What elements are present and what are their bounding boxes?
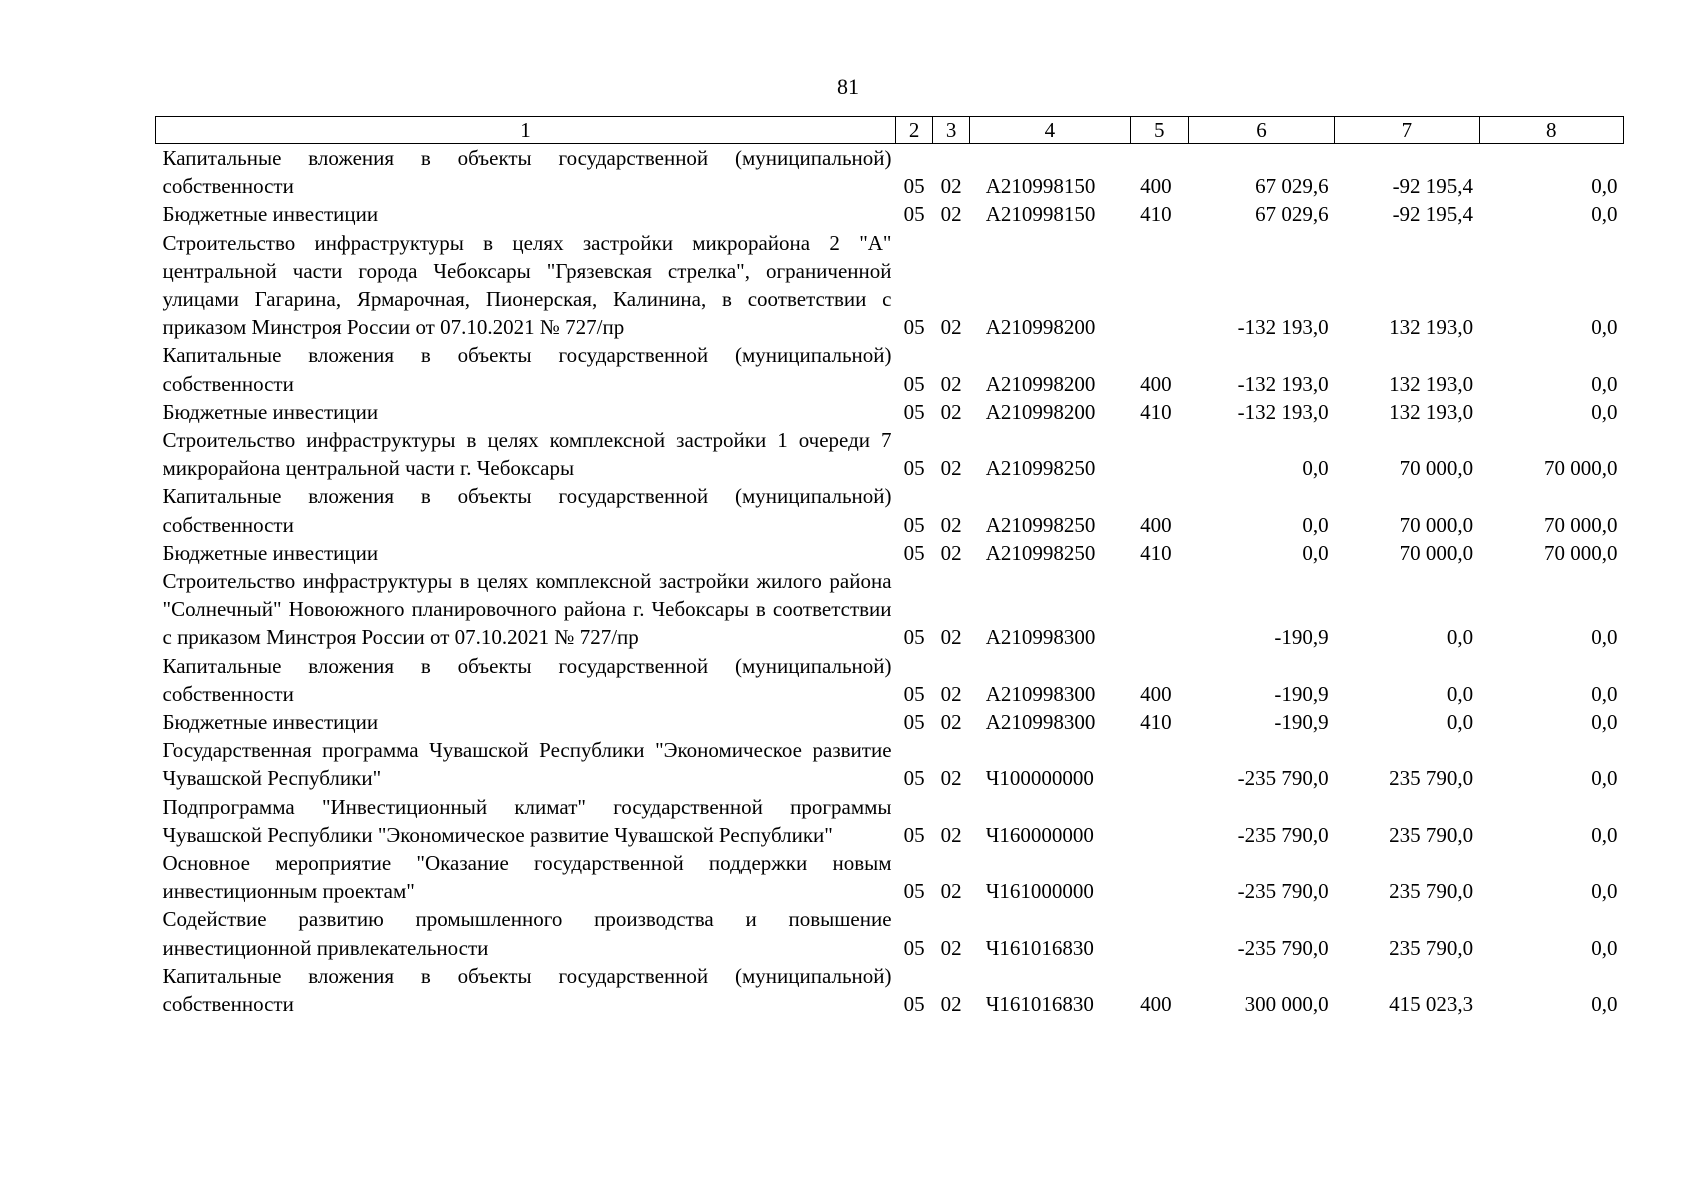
column-header-6: 6 xyxy=(1188,117,1334,144)
row-value-6: -132 193,0 xyxy=(1237,399,1329,424)
row-expense-type: 410 xyxy=(1140,540,1172,565)
table-row xyxy=(156,652,1624,708)
row-value-6: -235 790,0 xyxy=(1237,822,1329,847)
row-section: 05 xyxy=(903,202,925,227)
page-number xyxy=(0,74,1697,100)
table-row xyxy=(156,905,1624,961)
table-row xyxy=(156,567,1624,652)
row-section: 05 xyxy=(903,371,925,396)
row-value-6: -190,9 xyxy=(1274,681,1329,706)
row-name: Подпрограмма "Инвестиционный климат" государственной программы Чувашской Республики "Экономическое развитие Чувашской Республики" xyxy=(162,794,892,847)
row-expense-type: 400 xyxy=(1140,681,1172,706)
row-value-8: 0,0 xyxy=(1591,371,1618,396)
table-row xyxy=(156,229,1624,342)
row-value-6: 0,0 xyxy=(1302,512,1329,537)
row-name: Капитальные вложения в объекты государственной (муниципальной) собственности xyxy=(162,963,892,1017)
row-subsection: 02 xyxy=(940,315,962,340)
row-expense-type xyxy=(1130,736,1188,792)
row-value-7: 0,0 xyxy=(1446,681,1474,706)
row-expense-type: 410 xyxy=(1140,399,1172,424)
row-target-code: А210998200 xyxy=(985,399,1096,424)
row-section: 05 xyxy=(903,399,925,424)
row-expense-type: 400 xyxy=(1140,174,1172,199)
row-subsection: 02 xyxy=(940,710,962,735)
row-value-7: 415 023,3 xyxy=(1389,992,1474,1017)
row-section: 05 xyxy=(903,315,925,340)
table-row xyxy=(156,200,1624,228)
row-name: Капитальные вложения в объекты государственной (муниципальной) собственности xyxy=(162,484,892,537)
row-expense-type xyxy=(1130,567,1188,652)
row-value-6: 67 029,6 xyxy=(1255,202,1329,227)
row-value-7: 235 790,0 xyxy=(1389,822,1474,847)
row-value-8: 0,0 xyxy=(1591,399,1618,424)
table-body xyxy=(156,144,1624,1019)
row-value-7: 0,0 xyxy=(1446,625,1474,650)
row-section: 05 xyxy=(903,992,925,1017)
row-subsection: 02 xyxy=(940,625,962,650)
table-row xyxy=(156,849,1624,905)
row-subsection: 02 xyxy=(940,456,962,481)
row-expense-type xyxy=(1130,849,1188,905)
row-target-code: Ч161016830 xyxy=(985,992,1094,1017)
row-value-7: 70 000,0 xyxy=(1399,512,1474,537)
table-row xyxy=(156,398,1624,426)
row-subsection: 02 xyxy=(940,174,962,199)
row-subsection: 02 xyxy=(940,681,962,706)
row-subsection: 02 xyxy=(940,202,962,227)
row-name: Строительство инфраструктуры в целях застройки микрорайона 2 "А" центральной части города Чебоксары "Грязевская стрелка", ограниченной улицами Гагарина, Ярмарочная, Пионерская, Калинина, в соответствии с приказом Минстроя России от 07.10.2021 № 727/пр xyxy=(162,230,892,340)
row-section: 05 xyxy=(903,935,925,960)
row-name: Строительство инфраструктуры в целях комплексной застройки жилого района "Солнечный" Новоюжного планировочного района г. Чебоксары в соответствии с приказом Минстроя России от 07.10.2021 № 727/пр xyxy=(162,569,892,650)
row-value-6: -132 193,0 xyxy=(1237,371,1329,396)
row-subsection: 02 xyxy=(940,879,962,904)
row-target-code: А210998250 xyxy=(985,512,1096,537)
table-row xyxy=(156,482,1624,538)
row-target-code: А210998250 xyxy=(985,540,1096,565)
row-value-8: 70 000,0 xyxy=(1544,540,1618,565)
row-expense-type: 410 xyxy=(1140,202,1172,227)
row-value-7: 70 000,0 xyxy=(1399,540,1474,565)
row-name: Содействие развитию промышленного производства и повышение инвестиционной привлекательности xyxy=(162,907,892,960)
header-row xyxy=(156,117,1624,144)
row-section: 05 xyxy=(903,681,925,706)
row-expense-type xyxy=(1130,426,1188,482)
page-number-text: 81 xyxy=(837,74,859,99)
row-subsection: 02 xyxy=(940,371,962,396)
row-name: Бюджетные инвестиции xyxy=(162,202,379,227)
row-name: Основное мероприятие "Оказание государственной поддержки новым инвестиционным проектам" xyxy=(162,851,892,904)
row-value-8: 0,0 xyxy=(1591,174,1618,199)
row-expense-type xyxy=(1130,905,1188,961)
row-value-6: 67 029,6 xyxy=(1255,174,1329,199)
column-header-5: 5 xyxy=(1130,117,1188,144)
row-value-6: -132 193,0 xyxy=(1237,315,1329,340)
column-header-1: 1 xyxy=(156,117,896,144)
row-value-6: -190,9 xyxy=(1274,710,1329,735)
table-header xyxy=(156,117,1624,144)
table-row xyxy=(156,736,1624,792)
row-value-6: 300 000,0 xyxy=(1244,992,1329,1017)
table-row xyxy=(156,793,1624,849)
row-value-8: 70 000,0 xyxy=(1544,512,1618,537)
row-target-code: А210998200 xyxy=(985,315,1096,340)
row-section: 05 xyxy=(903,512,925,537)
row-value-7: 132 193,0 xyxy=(1389,371,1474,396)
row-value-7: 235 790,0 xyxy=(1389,935,1474,960)
row-expense-type: 400 xyxy=(1140,512,1172,537)
row-name: Бюджетные инвестиции xyxy=(162,710,379,735)
row-name: Строительство инфраструктуры в целях комплексной застройки 1 очереди 7 микрорайона центральной части г. Чебоксары xyxy=(162,428,892,481)
row-expense-type: 400 xyxy=(1140,992,1172,1017)
row-value-7: 132 193,0 xyxy=(1389,315,1474,340)
row-value-7: 235 790,0 xyxy=(1389,766,1474,791)
row-target-code: А210998300 xyxy=(985,625,1096,650)
row-name: Капитальные вложения в объекты государственной (муниципальной) собственности xyxy=(162,653,892,706)
row-section: 05 xyxy=(903,174,925,199)
row-target-code: А210998200 xyxy=(985,371,1096,396)
row-section: 05 xyxy=(903,766,925,791)
row-value-6: -235 790,0 xyxy=(1237,766,1329,791)
column-header-7: 7 xyxy=(1335,117,1479,144)
row-expense-type: 400 xyxy=(1140,371,1172,396)
row-target-code: А210998250 xyxy=(985,456,1096,481)
table-row xyxy=(156,426,1624,482)
table-row xyxy=(156,962,1624,1018)
row-value-8: 0,0 xyxy=(1591,992,1618,1017)
row-value-8: 0,0 xyxy=(1591,935,1618,960)
row-target-code: Ч100000000 xyxy=(985,766,1094,791)
row-expense-type: 410 xyxy=(1140,710,1172,735)
row-value-6: -235 790,0 xyxy=(1237,879,1329,904)
row-target-code: Ч161000000 xyxy=(985,879,1094,904)
row-subsection: 02 xyxy=(940,540,962,565)
row-section: 05 xyxy=(903,822,925,847)
table-row xyxy=(156,144,1624,201)
row-value-8: 0,0 xyxy=(1591,202,1618,227)
row-value-8: 70 000,0 xyxy=(1544,456,1618,481)
table-row xyxy=(156,341,1624,397)
row-value-8: 0,0 xyxy=(1591,315,1618,340)
row-target-code: А210998150 xyxy=(985,174,1096,199)
row-value-8: 0,0 xyxy=(1591,710,1618,735)
row-section: 05 xyxy=(903,625,925,650)
row-section: 05 xyxy=(903,879,925,904)
row-subsection: 02 xyxy=(940,512,962,537)
table-row xyxy=(156,708,1624,736)
row-value-7: 132 193,0 xyxy=(1389,399,1474,424)
row-subsection: 02 xyxy=(940,935,962,960)
row-value-8: 0,0 xyxy=(1591,681,1618,706)
row-section: 05 xyxy=(903,540,925,565)
row-expense-type xyxy=(1130,229,1188,342)
row-target-code: Ч160000000 xyxy=(985,822,1094,847)
row-subsection: 02 xyxy=(940,992,962,1017)
row-value-8: 0,0 xyxy=(1591,625,1618,650)
row-target-code: А210998300 xyxy=(985,710,1096,735)
row-subsection: 02 xyxy=(940,822,962,847)
row-value-7: 0,0 xyxy=(1446,710,1474,735)
column-header-8: 8 xyxy=(1479,117,1623,144)
row-subsection: 02 xyxy=(940,766,962,791)
row-name: Капитальные вложения в объекты государственной (муниципальной) собственности xyxy=(162,343,892,396)
row-value-8: 0,0 xyxy=(1591,766,1618,791)
row-value-7: 235 790,0 xyxy=(1389,879,1474,904)
row-value-8: 0,0 xyxy=(1591,879,1618,904)
row-value-6: -190,9 xyxy=(1274,625,1329,650)
row-target-code: Ч161016830 xyxy=(985,935,1094,960)
row-name: Капитальные вложения в объекты государственной (муниципальной) собственности xyxy=(162,146,892,199)
row-expense-type xyxy=(1130,793,1188,849)
row-name: Бюджетные инвестиции xyxy=(162,399,379,424)
row-subsection: 02 xyxy=(940,399,962,424)
row-value-7: -92 195,4 xyxy=(1392,202,1474,227)
column-header-3: 3 xyxy=(933,117,970,144)
column-header-2: 2 xyxy=(896,117,933,144)
table-row xyxy=(156,539,1624,567)
row-section: 05 xyxy=(903,456,925,481)
row-name: Бюджетные инвестиции xyxy=(162,540,379,565)
row-target-code: А210998300 xyxy=(985,681,1096,706)
row-name: Государственная программа Чувашской Республики "Экономическое развитие Чувашской Республики" xyxy=(162,738,892,791)
column-header-4: 4 xyxy=(970,117,1130,144)
row-value-6: 0,0 xyxy=(1302,540,1329,565)
row-value-6: -235 790,0 xyxy=(1237,935,1329,960)
row-value-7: 70 000,0 xyxy=(1399,456,1474,481)
budget-table xyxy=(155,116,1624,1018)
row-value-6: 0,0 xyxy=(1302,456,1329,481)
row-target-code: А210998150 xyxy=(985,202,1096,227)
row-value-7: -92 195,4 xyxy=(1392,174,1474,199)
row-section: 05 xyxy=(903,710,925,735)
row-value-8: 0,0 xyxy=(1591,822,1618,847)
